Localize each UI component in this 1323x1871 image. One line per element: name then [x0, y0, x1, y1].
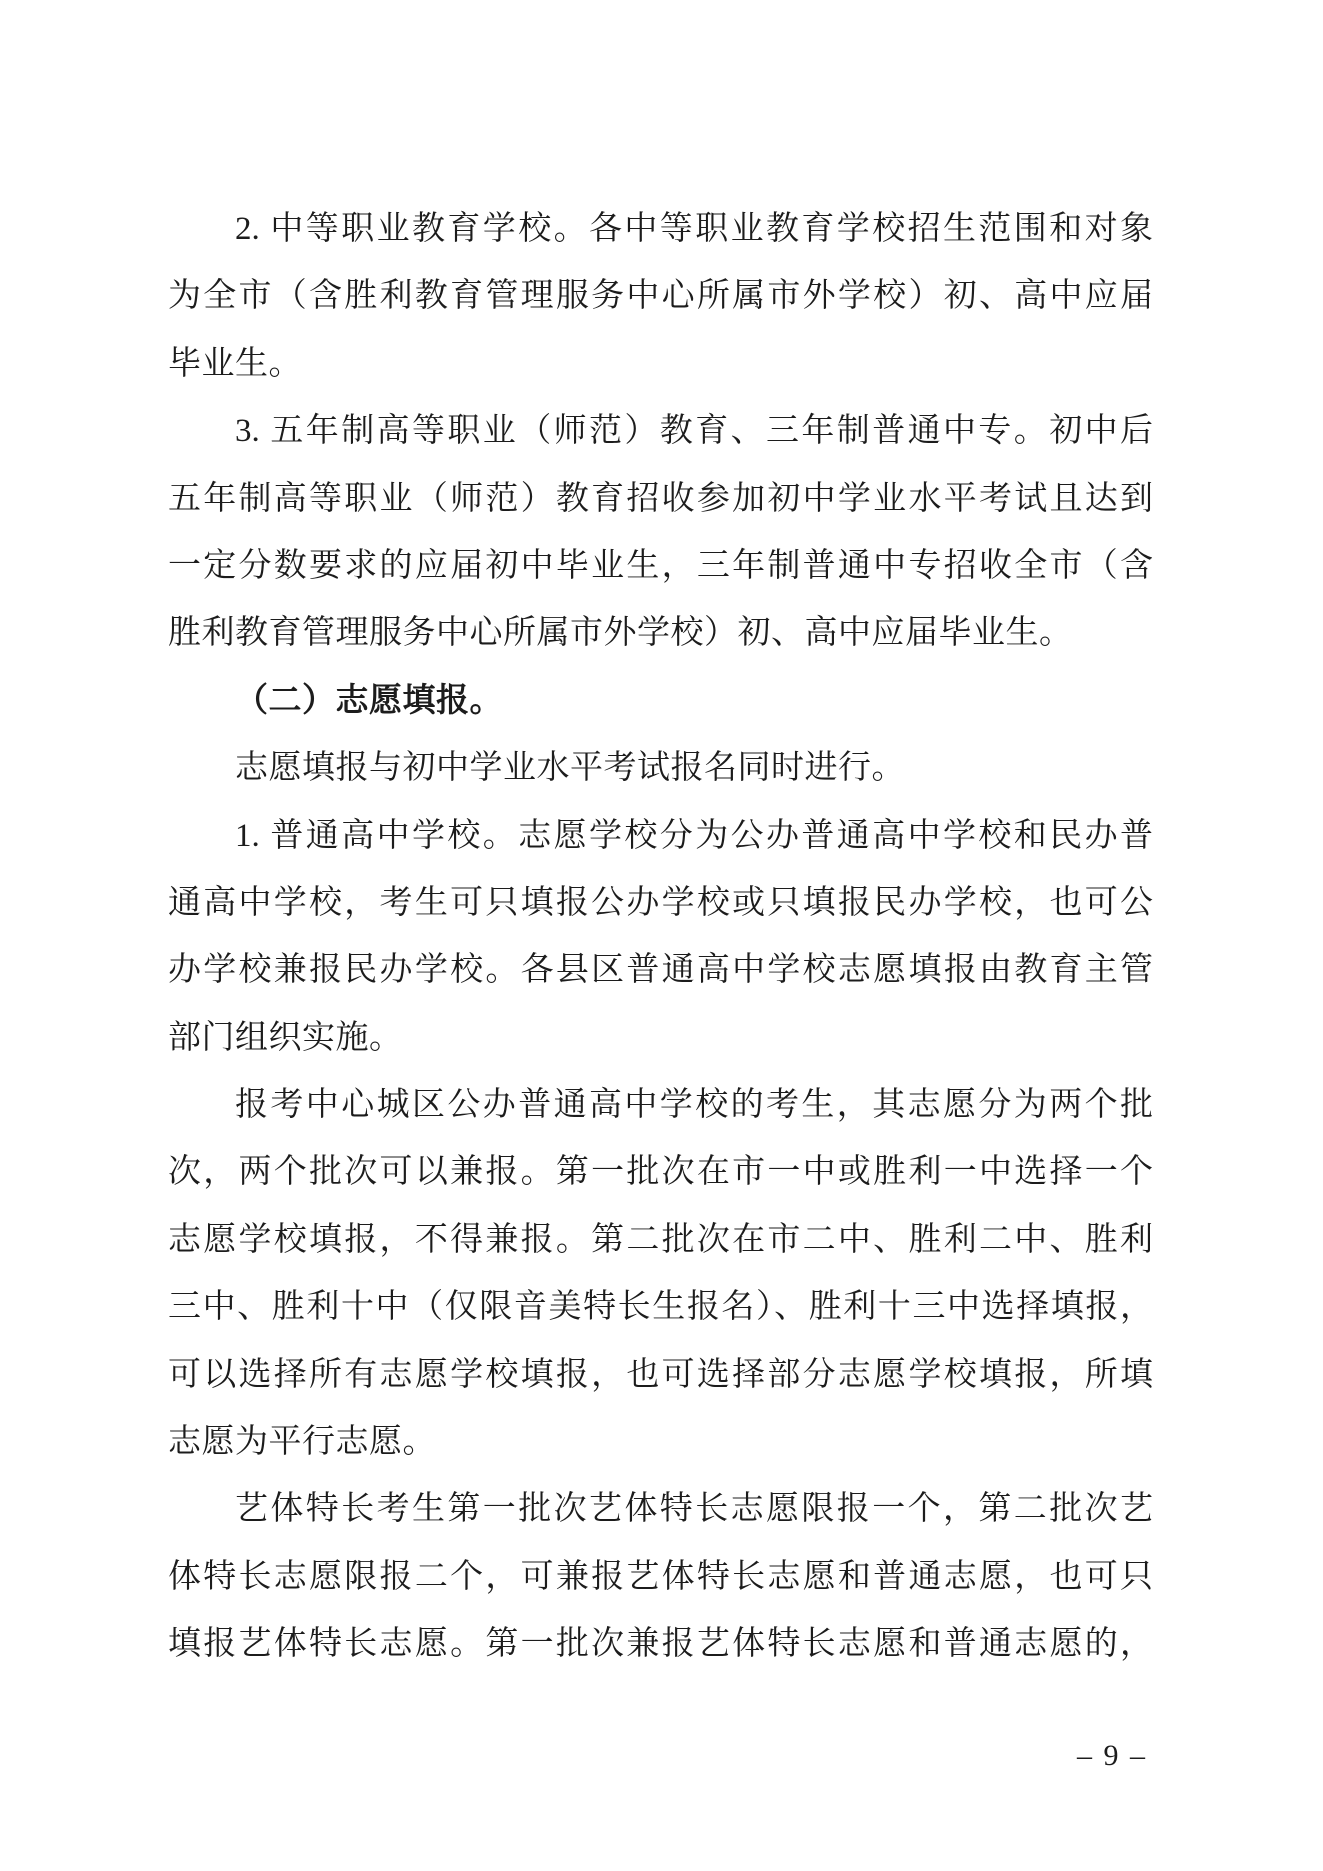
text-line: 志愿学校填报，不得兼报。第二批次在市二中、胜利二中、胜利: [168, 1221, 1153, 1258]
text-line: 次，两个批次可以兼报。第一批次在市一中或胜利一中选择一个: [168, 1154, 1153, 1191]
document-body: [168, 196, 1153, 1679]
text-line: 志愿为平行志愿。: [168, 1424, 436, 1461]
text-line: 五年制高等职业（师范）教育招收参加初中学业水平考试且达到: [168, 480, 1153, 517]
section-heading-line: （二）志愿填报。: [235, 682, 503, 719]
text-line: 2. 中等职业教育学校。各中等职业教育学校招生范围和对象: [235, 211, 1153, 247]
text-line: 1. 普通高中学校。志愿学校分为公办普通高中学校和民办普: [235, 817, 1153, 854]
text-line: 毕业生。: [168, 345, 302, 382]
text-line: 一定分数要求的应届初中毕业生，三年制普通中专招收全市（含: [168, 547, 1153, 584]
text-line: 部门组织实施。: [168, 1019, 403, 1056]
text-line: 办学校兼报民办学校。各县区普通高中学校志愿填报由教育主管: [168, 952, 1153, 989]
text-line: 体特长志愿限报二个，可兼报艺体特长志愿和普通志愿，也可只: [168, 1558, 1153, 1595]
text-line: 可以选择所有志愿学校填报，也可选择部分志愿学校填报，所填: [168, 1356, 1153, 1393]
text-line: 为全市（含胜利教育管理服务中心所属市外学校）初、高中应届: [168, 278, 1153, 315]
text-line: 报考中心城区公办普通高中学校的考生，其志愿分为两个批: [235, 1087, 1153, 1124]
text-line: 3. 五年制高等职业（师范）教育、三年制普通中专。初中后: [235, 413, 1153, 450]
text-line: 志愿填报与初中学业水平考试报名同时进行。: [235, 750, 905, 787]
page-number: – 9 –: [1077, 1739, 1147, 1772]
text-line: 三中、胜利十中（仅限音美特长生报名）、胜利十三中选择填报，: [168, 1289, 1153, 1326]
text-line: 通高中学校，考生可只填报公办学校或只填报民办学校，也可公: [168, 884, 1153, 921]
text-line: 艺体特长考生第一批次艺体特长志愿限报一个，第二批次艺: [235, 1491, 1153, 1528]
text-line: 胜利教育管理服务中心所属市外学校）初、高中应届毕业生。: [168, 615, 1073, 652]
text-line: 填报艺体特长志愿。第一批次兼报艺体特长志愿和普通志愿的，: [168, 1626, 1153, 1663]
